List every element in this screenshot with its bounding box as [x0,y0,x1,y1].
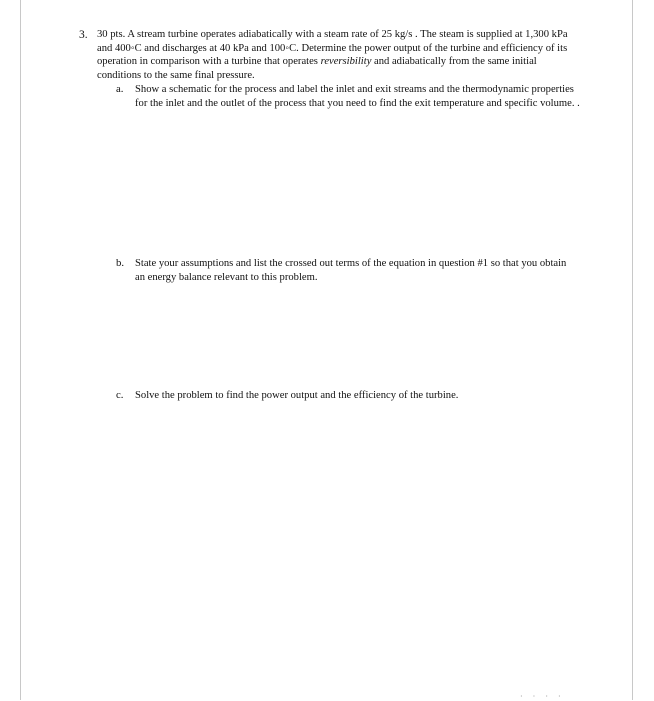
part-b-letter: b. [116,257,125,269]
question-stem-text-2: and adiabatically from the same initial conditions to the same final pressure. [97,56,537,81]
part-a-letter: a. [116,83,124,95]
part-c-text: Solve the problem to find the power output and the efficiency of the turbine. [135,390,459,401]
footer-marks: · · · · [520,692,565,701]
part-b-text: State your assumptions and list the crossed out terms of the equation in question #1 so that you obtain an energy balance relevant to this problem. [135,258,567,283]
question-stem [97,28,582,82]
question-stem-emphasis: reversibility [320,56,372,68]
question-stem-text-1: 30 pts. A stream turbine operates adiabatically with a steam rate of 25 kg/s . The steam is supplied at 1,300 kPa and 400◦C and discharges at 40 kPa and 100◦C. Determine the power output of the turbine and efficiency of its operation in comparison with a turbine that operates [97,29,568,68]
question-number: 3. [79,29,88,41]
part-c-letter: c. [116,389,124,401]
part-a-text: Show a schematic for the process and label the inlet and exit streams and the thermodynamic properties for the inlet and the outlet of the process that you need to find the exit temperature and specific volume. . [135,84,580,109]
